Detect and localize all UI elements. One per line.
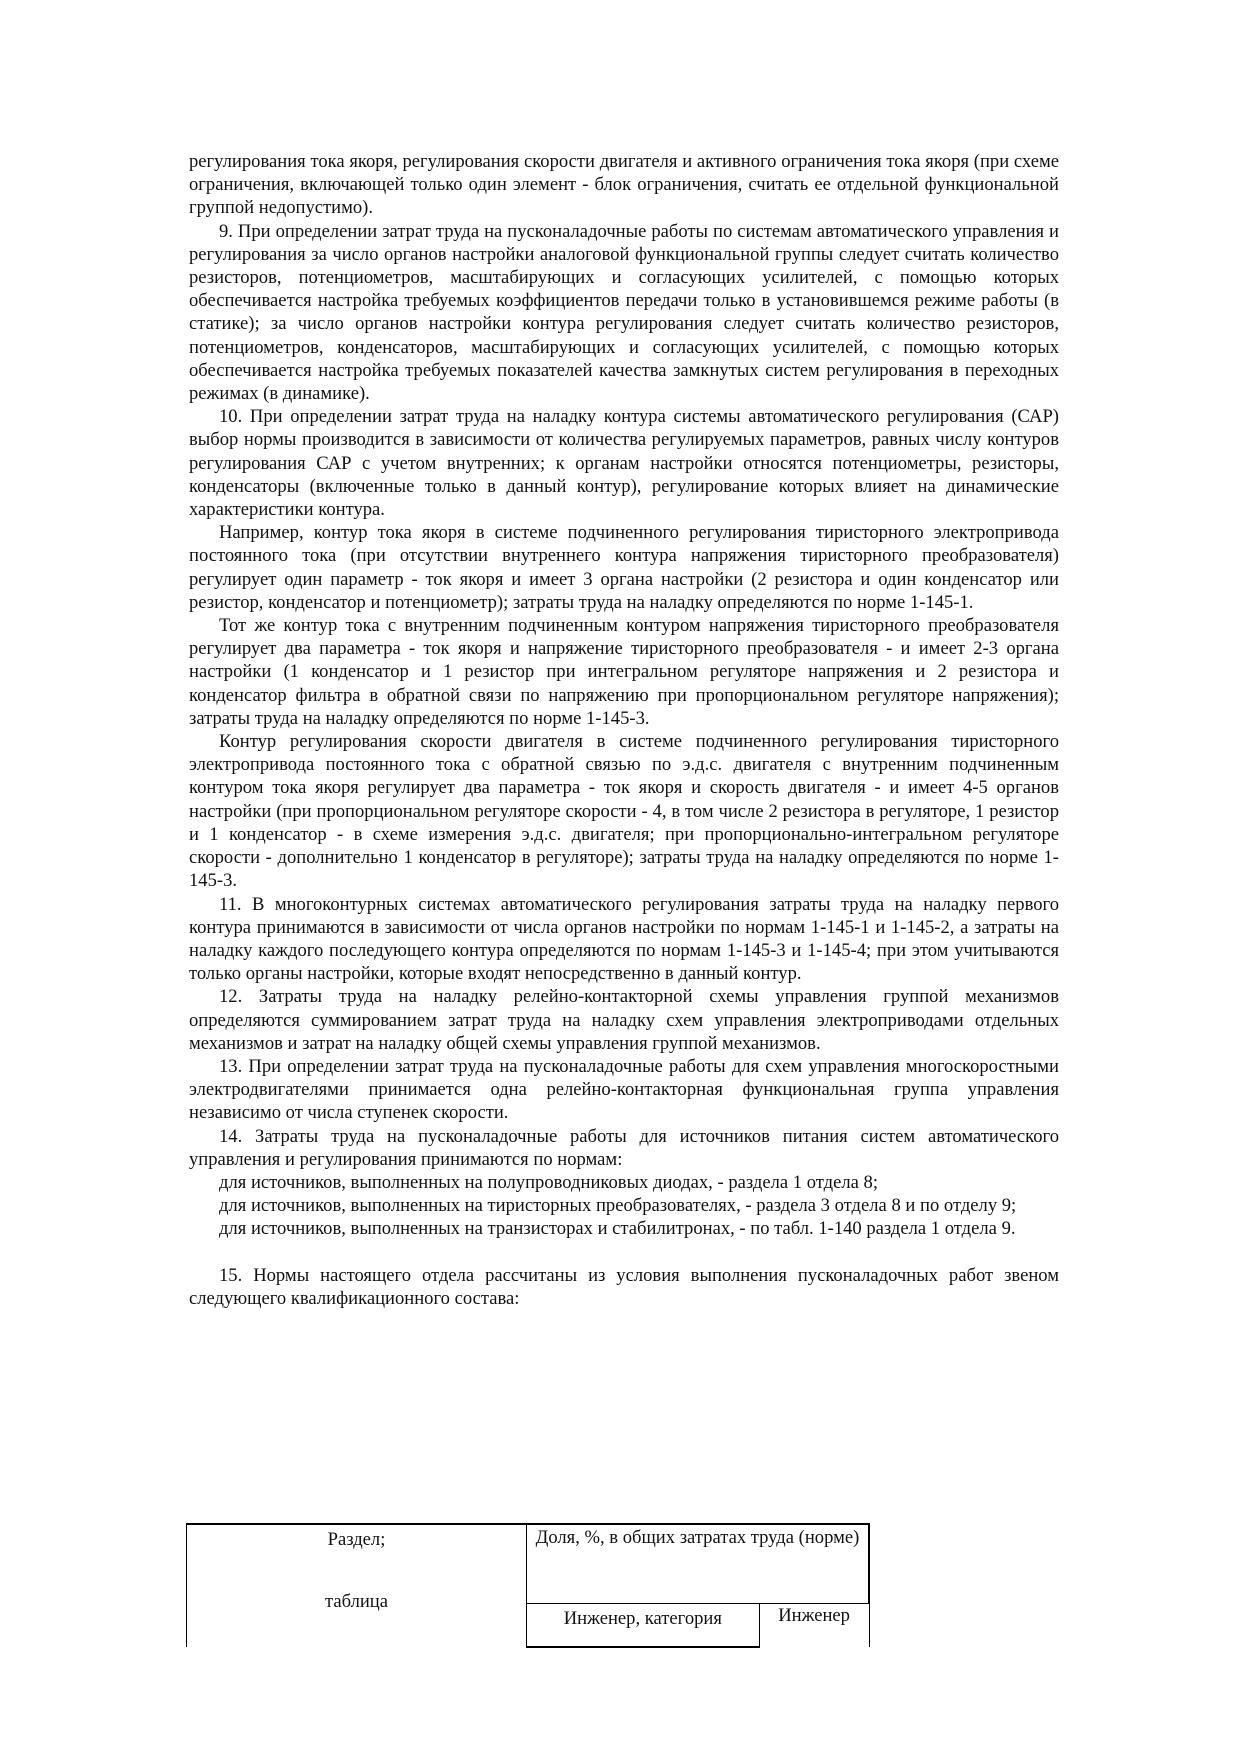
paragraph-example-armature-current: Например, контур тока якоря в системе подчиненного регулирования тиристорного электропривода постоянного тока (при отсутствии внутреннего контура напряжения тиристорного преобразователя) регулирует один параметр - ток якоря и имеет 3 органа настройки (2 резистора и один конденсатор или резистор, конденсатор и потенциометр); затраты труда на наладку определяются по норме 1-145-1. [189, 522, 1059, 613]
paragraph-15: 15. Нормы настоящего отдела рассчитаны из условия выполнения пусконаладочных работ звеном следующего квалификационного состава: [189, 1264, 1059, 1309]
paragraph-14-diodes: для источников, выполненных на полупроводниковых диодах, - раздела 1 отдела 8; [219, 1171, 879, 1193]
table-subheader-engineer: Инженер [759, 1603, 869, 1647]
norms-table [186, 1523, 870, 1648]
qualification-table [186, 1523, 870, 1648]
table-header-section-line1: Раздел; [327, 1529, 386, 1550]
paragraph-9: 9. При определении затрат труда на пусконаладочные работы по системам автоматического управления и регулирования за число органов настройки аналоговой функциональной группы следует считать количество резисторов, потенциометров, масштабирующих и согласующих усилителей, с помощью которых обеспечивается настройка требуемых коэффициентов передачи только в установившемся режиме работы (в статике); за число органов настройки контура регулирования следует считать количество резисторов, потенциометров, конденсаторов, масштабирующих и согласующих усилителей, с помощью которых обеспечивается настройка требуемых показателей качества замкнутых систем регулирования в переходных режимах (в динамике). [189, 220, 1059, 405]
table-header-section [187, 1524, 527, 1647]
paragraph-example-inner-voltage-loop: Тот же контур тока с внутренним подчиненным контуром напряжения тиристорного преобразователя регулирует два параметра - ток якоря и напряжение тиристорного преобразователя - и имеет 2-3 органа настройки (1 конденсатор и 1 резистор при интегральном регуляторе напряжения и 2 резистора и конденсатор фильтра в обратной связи по напряжению при пропорциональном регуляторе напряжения); затраты труда на наладку определяются по норме 1-145-3. [189, 615, 1059, 729]
paragraph-14-transistors: для источников, выполненных на транзисторах и стабилитронах, - по табл. 1-140 раздела 1 отдела 9. [219, 1218, 1016, 1240]
table-header-share: Доля, %, в общих затратах труда (норме) [527, 1524, 870, 1603]
table-header-row [187, 1524, 870, 1603]
paragraph-12: 12. Затраты труда на наладку релейно-контакторной схемы управления группой механизмов определяются суммированием затрат труда на наладку схем управления электроприводами отдельных механизмов и затрат на наладку общей схемы управления группой механизмов. [189, 986, 1059, 1054]
paragraph-14: 14. Затраты труда на пусконаладочные работы для источников питания систем автоматического управления и регулирования принимаются по нормам: [189, 1125, 1059, 1170]
document-body [189, 150, 1059, 1310]
paragraph-13: 13. При определении затрат труда на пусконаладочные работы для схем управления многоскоростными электродвигателями принимается одна релейно-контакторная функциональная группа управления независимо от числа ступенек скорости. [189, 1055, 1059, 1124]
paragraph-continuation: регулирования тока якоря, регулирования скорости двигателя и активного ограничения тока якоря (при схеме ограничения, включающей только один элемент - блок ограничения, считать ее отдельной функциональной группой недопустимо). [189, 151, 1059, 219]
paragraph-gap [189, 1241, 1059, 1264]
table-subheader-engineer-category: Инженер, категория [527, 1603, 760, 1647]
paragraph-14-thyristors: для источников, выполненных на тиристорных преобразователях, - раздела 3 отдела 8 и по отделу 9; [219, 1195, 1017, 1217]
paragraph-10: 10. При определении затрат труда на наладку контура системы автоматического регулирования (САР) выбор нормы производится в зависимости от количества регулируемых параметров, равных числу контуров регулирования САР с учетом внутренних; к органам настройки относятся потенциометры, резисторы, конденсаторы (включенные только в данный контур), регулирование которых влияет на динамические характеристики контура. [189, 406, 1059, 521]
paragraph-example-speed-loop: Контур регулирования скорости двигателя в системе подчиненного регулирования тиристорного электропривода постоянного тока с обратной связью по э.д.с. двигателя с внутренним подчиненным контуром тока якоря регулирует два параметра - ток якоря и скорость двигателя - и имеет 4-5 органов настройки (при пропорциональном регуляторе скорости - 4, в том числе 2 резистора в регуляторе, 1 резистор и 1 конденсатор - в схеме измерения э.д.с. двигателя; при пропорционально-интегральном регуляторе скорости - дополнительно 1 конденсатор в регуляторе); затраты труда на наладку определяются по норме 1-145-3. [189, 731, 1059, 892]
paragraph-11: 11. В многоконтурных системах автоматического регулирования затраты труда на наладку первого контура принимаются в зависимости от числа органов настройки по нормам 1-145-1 и 1-145-2, а затраты на наладку каждого последующего контура определяются по нормам 1-145-3 и 1-145-4; при этом учитываются только органы настройки, которые входят непосредственно в данный контур. [189, 893, 1059, 985]
table-header-section-line2: таблица [324, 1591, 389, 1612]
